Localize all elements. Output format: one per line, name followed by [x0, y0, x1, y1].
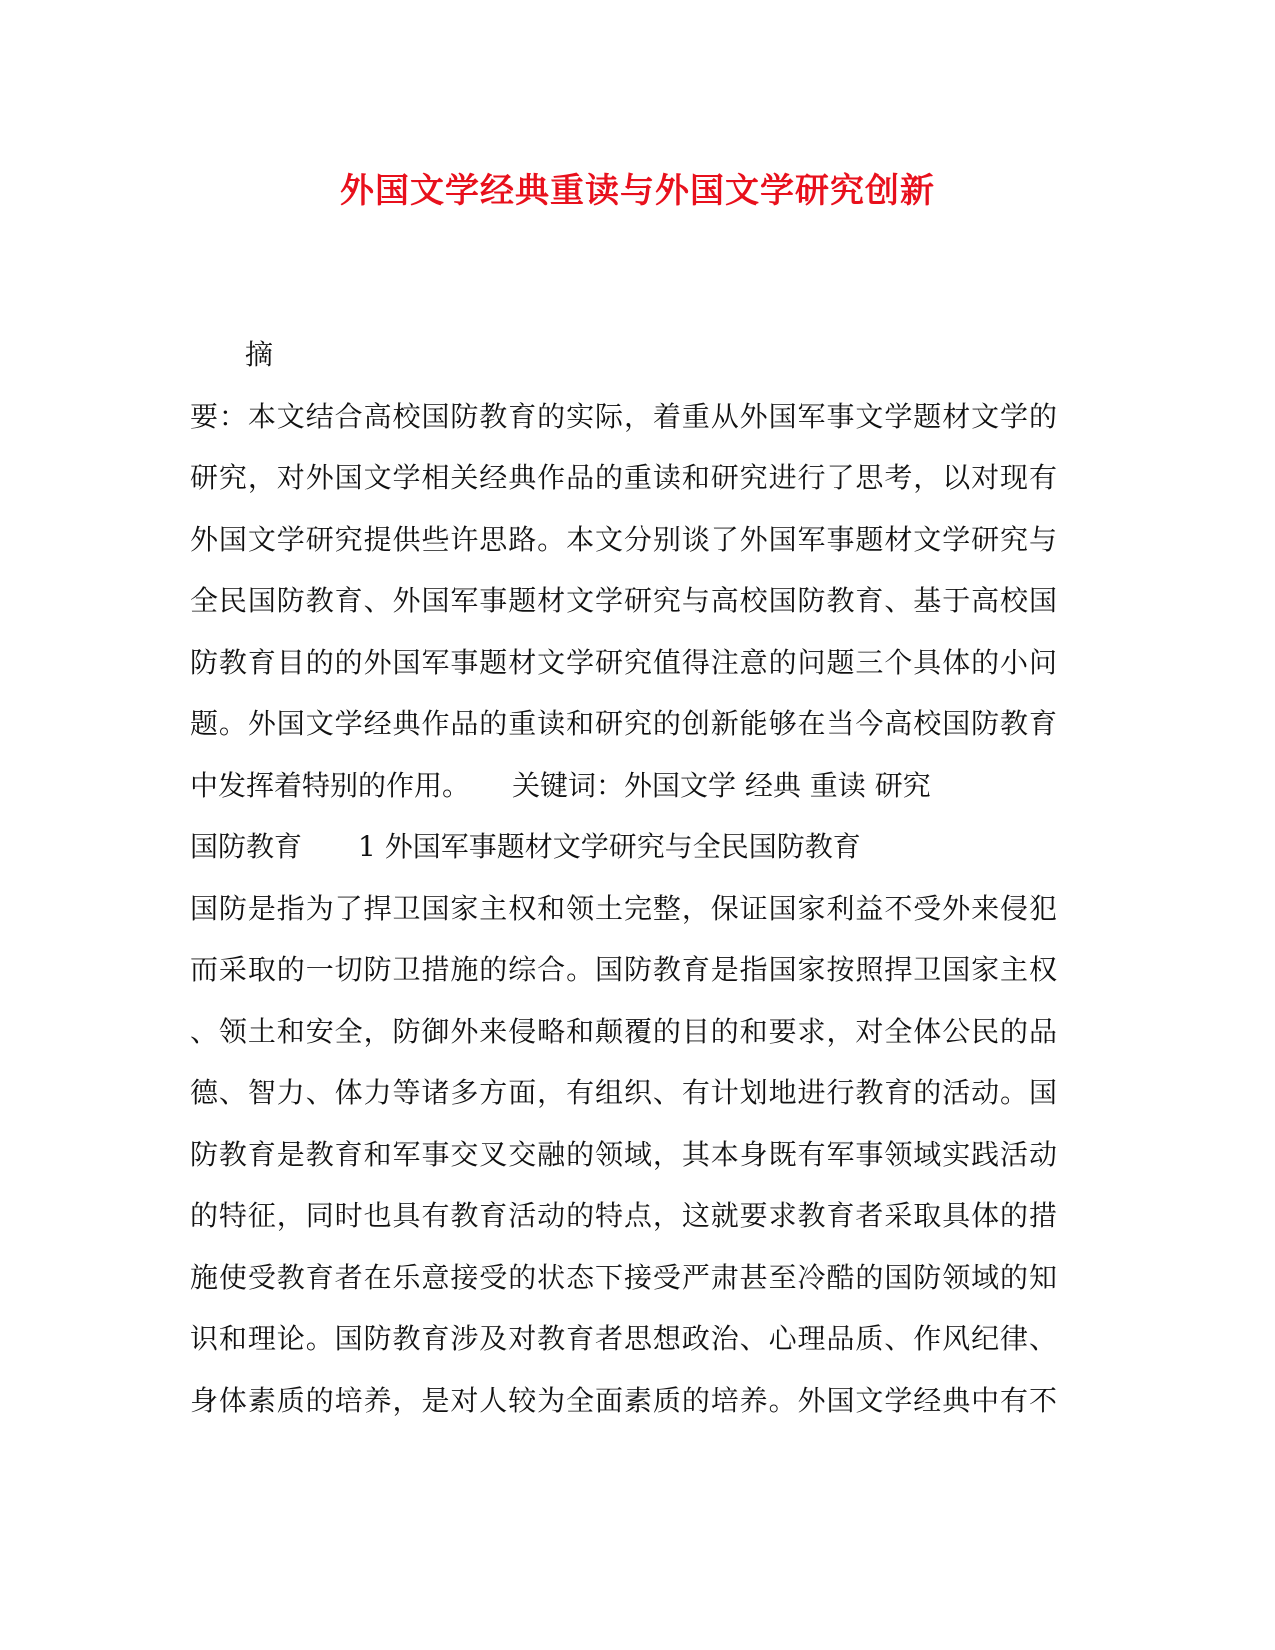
text-line: 国防教育 1 外国军事题材文学研究与全民国防教育 — [190, 830, 861, 863]
text-line: 识和理论。国防教育涉及对教育者思想政治、心理品质、作风纪律、 — [190, 1322, 1057, 1355]
text-line: 、领土和安全，防御外来侵略和颠覆的目的和要求，对全体公民的品 — [190, 1015, 1057, 1048]
document-title: 外国文学经典重读与外国文学研究创新 — [340, 171, 935, 211]
text-line: 防教育目的的外国军事题材文学研究值得注意的问题三个具体的小问 — [190, 646, 1057, 679]
text-line: 摘 — [245, 338, 274, 371]
text-line: 而采取的一切防卫措施的综合。国防教育是指国家按照捍卫国家主权 — [190, 953, 1057, 986]
text-line: 身体素质的培养，是对人较为全面素质的培养。外国文学经典中有不 — [190, 1384, 1057, 1417]
text-line: 中发挥着特别的作用。 关键词：外国文学 经典 重读 研究 — [190, 769, 931, 802]
text-line: 国防是指为了捍卫国家主权和领土完整，保证国家利益不受外来侵犯 — [190, 892, 1057, 925]
text-line: 要：本文结合高校国防教育的实际，着重从外国军事文学题材文学的 — [190, 400, 1057, 433]
text-line: 施使受教育者在乐意接受的状态下接受严肃甚至冷酷的国防领域的知 — [190, 1261, 1057, 1294]
text-line: 防教育是教育和军事交叉交融的领域，其本身既有军事领域实践活动 — [190, 1138, 1057, 1171]
text-line: 德、智力、体力等诸多方面，有组织、有计划地进行教育的活动。国 — [190, 1076, 1057, 1109]
text-line: 的特征，同时也具有教育活动的特点，这就要求教育者采取具体的措 — [190, 1199, 1057, 1232]
text-line: 研究，对外国文学相关经典作品的重读和研究进行了思考，以对现有 — [190, 461, 1057, 494]
text-line: 题。外国文学经典作品的重读和研究的创新能够在当今高校国防教育 — [190, 707, 1057, 740]
text-line: 全民国防教育、外国军事题材文学研究与高校国防教育、基于高校国 — [190, 584, 1057, 617]
text-line: 外国文学研究提供些许思路。本文分别谈了外国军事题材文学研究与 — [190, 523, 1057, 556]
